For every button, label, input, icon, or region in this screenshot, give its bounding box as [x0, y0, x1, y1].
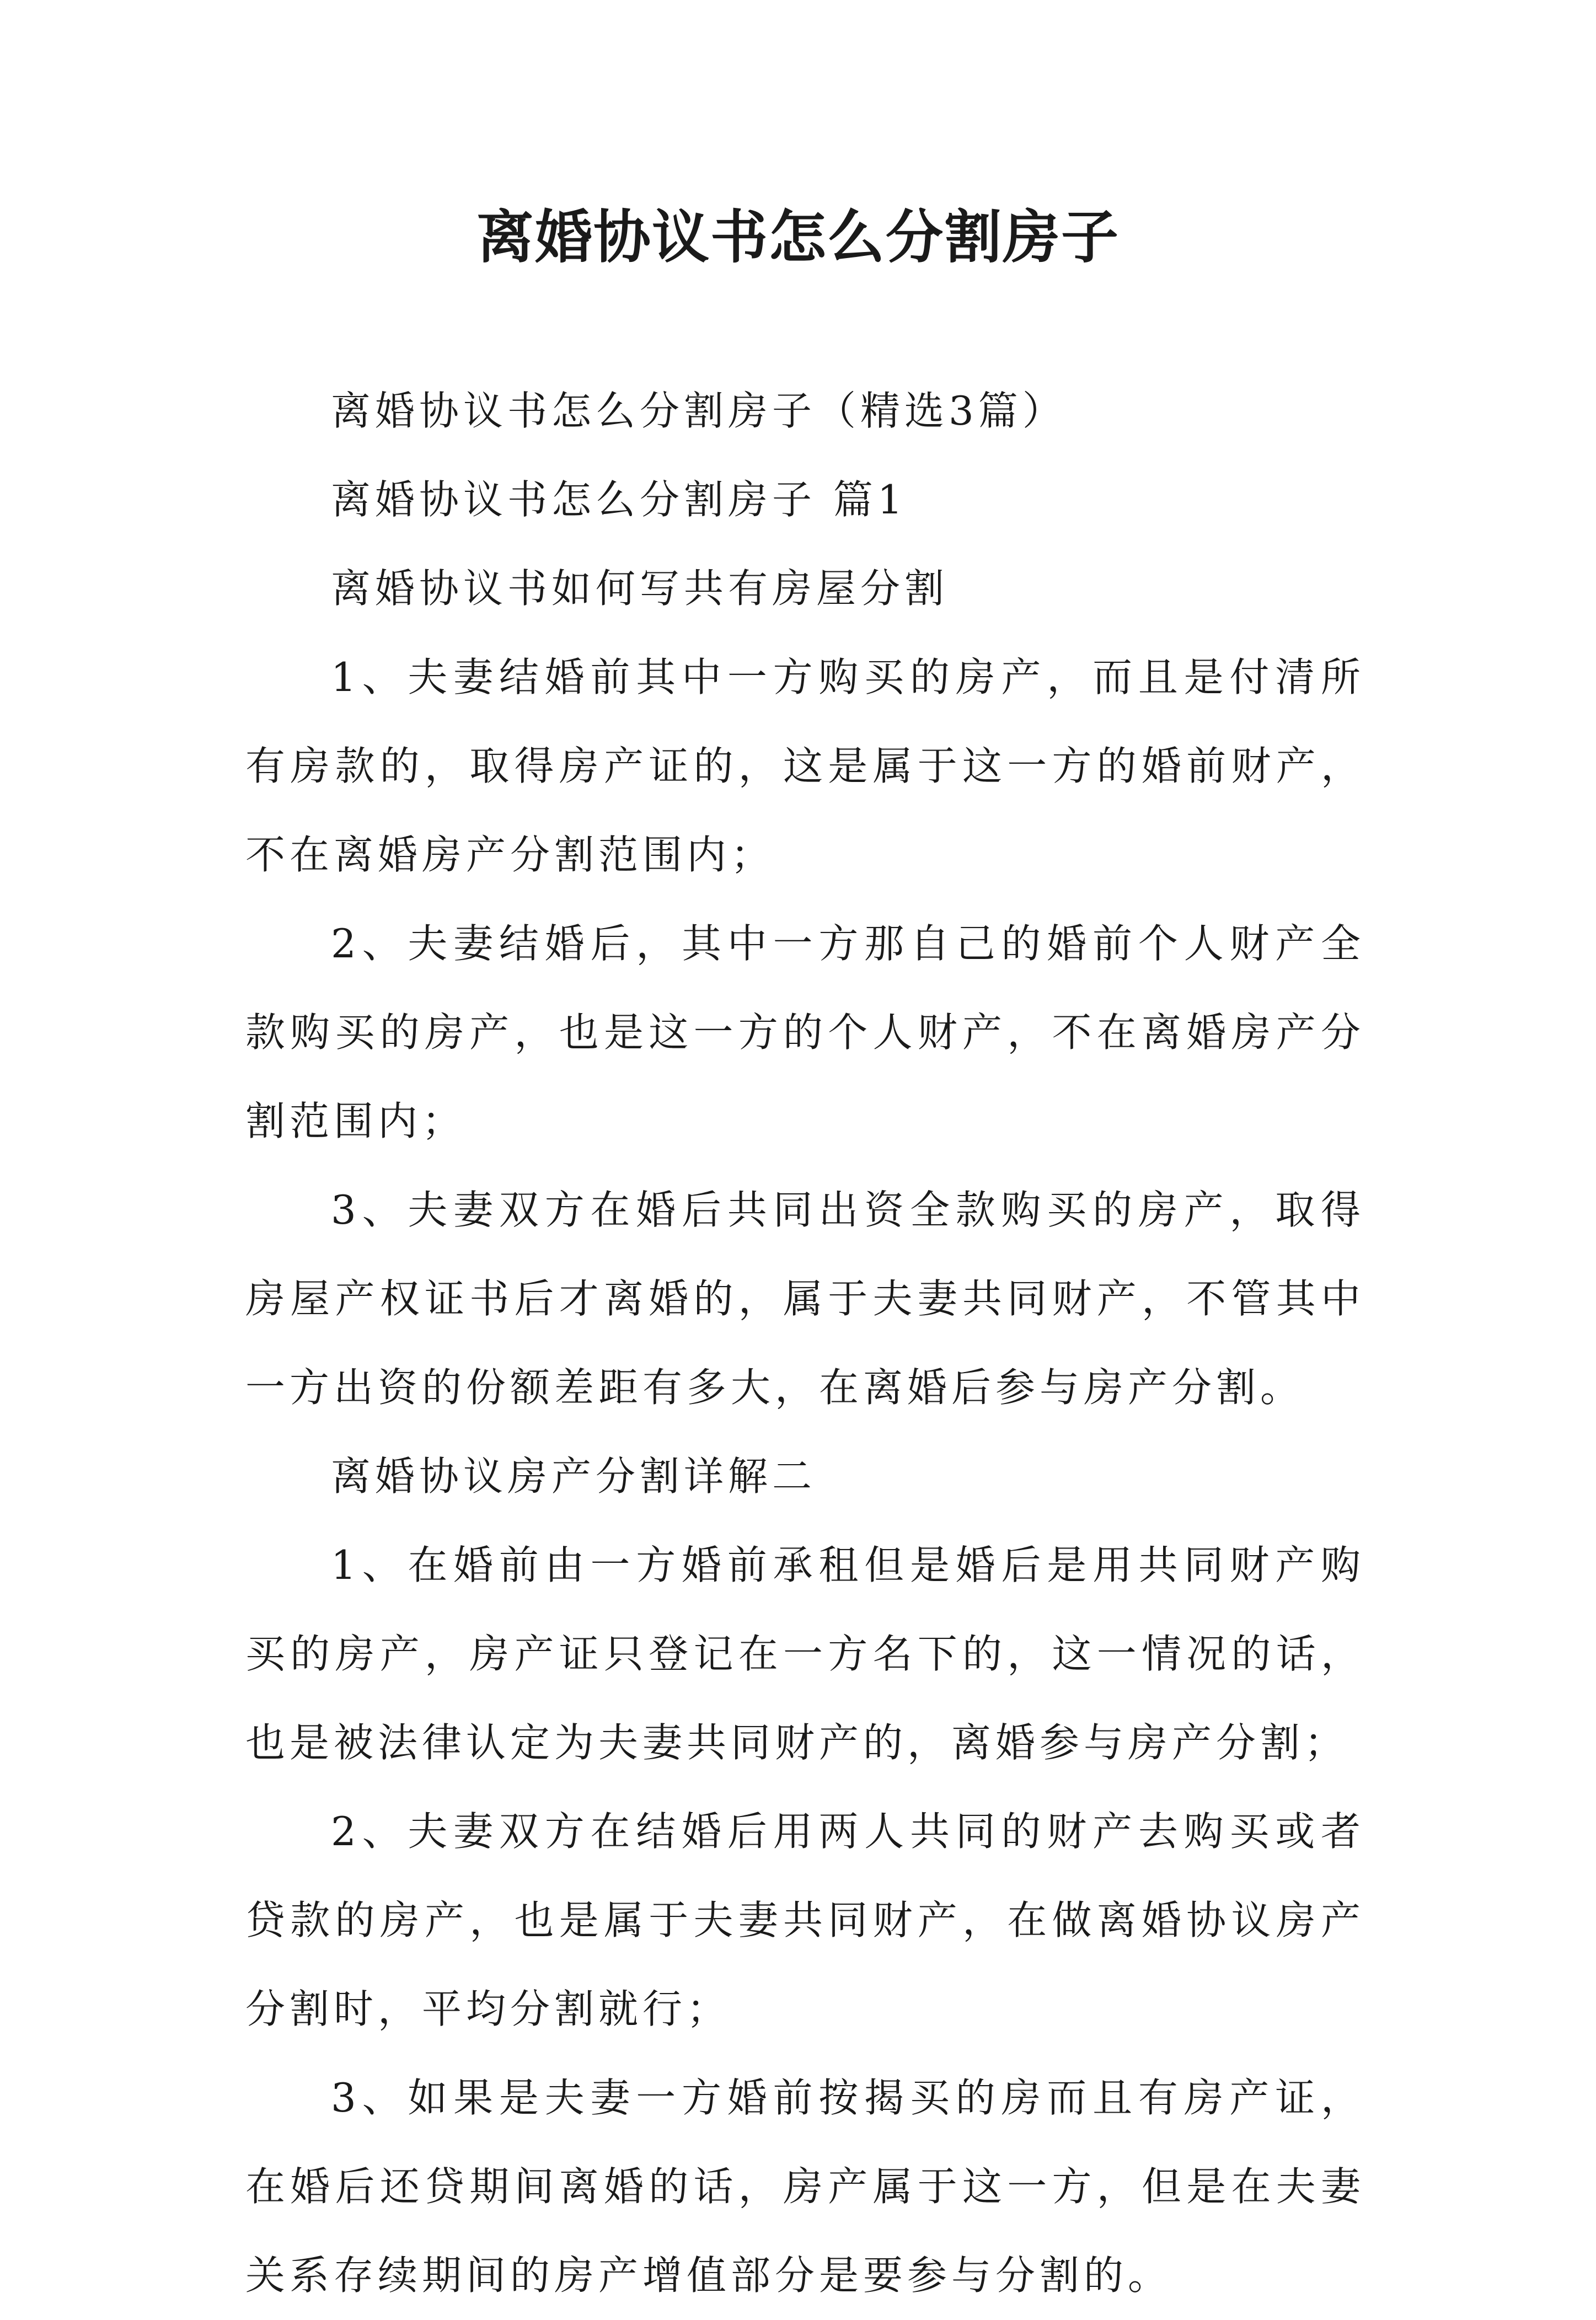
document-title: 离婚协议书怎么分割房子: [476, 203, 1120, 271]
paragraph-heading: 离婚协议书如何写共有房屋分割: [331, 565, 949, 612]
paragraph-section-heading: 离婚协议书怎么分割房子 篇1: [331, 476, 907, 523]
paragraph: 2、夫妻双方在结婚后用两人共同的财产去购买或者贷款的房产，也是属于夫妻共同财产，在做离婚协议房产分割时，平均分割就行；: [245, 1808, 1365, 2032]
paragraph: 2、夫妻结婚后，其中一方那自己的婚前个人财产全款购买的房产，也是这一方的个人财产，不在离婚房产分割范围内；: [245, 920, 1365, 1144]
paragraph: 1、在婚前由一方婚前承租但是婚后是用共同财产购买的房产，房产证只登记在一方名下的，这一情况的话，也是被法律认定为夫妻共同财产的，离婚参与房产分割；: [245, 1542, 1365, 1766]
paragraph: 1、夫妻结婚前其中一方购买的房产，而且是付清所有房款的，取得房产证的，这是属于这一方的婚前财产，不在离婚房产分割范围内；: [245, 654, 1365, 878]
paragraph: 3、夫妻双方在婚后共同出资全款购买的房产，取得房屋产权证书后才离婚的，属于夫妻共同财产，不管其中一方出资的份额差距有多大，在离婚后参与房产分割。: [245, 1187, 1365, 1411]
paragraph-subtitle: 离婚协议书怎么分割房子（精选3篇）: [331, 388, 1067, 434]
document-body: [245, 367, 1365, 2320]
paragraph: 3、如果是夫妻一方婚前按揭买的房而且有房产证，在婚后还贷期间离婚的话，房产属于这一方，但是在夫妻关系存续期间的房产增值部分是要参与分割的。: [245, 2075, 1365, 2298]
paragraph-heading: 离婚协议房产分割详解二: [331, 1453, 817, 1499]
